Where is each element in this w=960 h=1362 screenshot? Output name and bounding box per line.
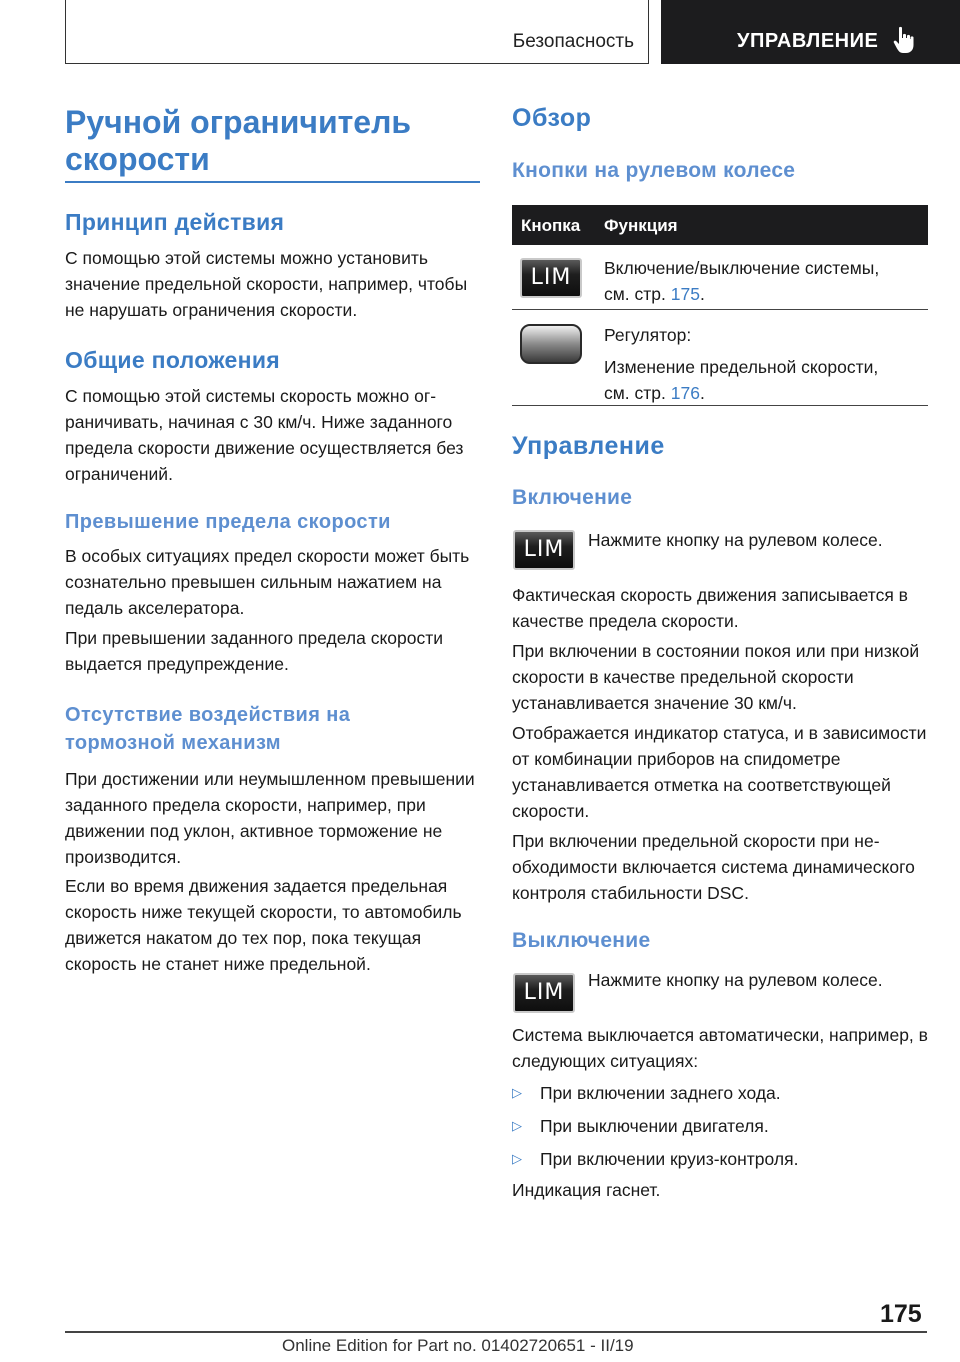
switch-off-heading: Выключение xyxy=(512,929,651,952)
header-section-title: Безопасность xyxy=(512,31,634,52)
switch-on-heading: Включение xyxy=(512,486,633,509)
edition-footer: Online Edition for Part no. 01402720651 - II/19 xyxy=(282,1336,634,1355)
switch-on-text-3: Отображается индикатор статуса, и в зависимости от комбинации приборов на спидометре устанавливается отметка на соответствующей скорости. xyxy=(512,723,927,821)
principle-heading: Принцип действия xyxy=(65,209,285,235)
page-ref-link[interactable]: 176 xyxy=(670,383,700,403)
row-function: Регулятор: Изменение предельной скорости, см. стр. 176. xyxy=(604,325,879,403)
title-divider xyxy=(65,181,480,183)
principle-text: С помощью этой системы можно установить значение предельной скорости, например, чтобы не нарушать ограничения скорости. xyxy=(65,248,468,320)
header-chapter-box xyxy=(661,0,960,64)
steering-buttons-heading: Кнопки на рулевом колесе xyxy=(512,159,796,182)
footer-divider xyxy=(65,1331,927,1333)
exceed-text-1: В особых ситуациях предел скорости может быть сознательно превышен сильным нажатием на педаль акселератора. xyxy=(65,546,470,618)
buttons-table xyxy=(512,205,928,406)
lim-button-icon: LIM xyxy=(513,973,575,1013)
col-function-header: Функция xyxy=(604,216,678,235)
switch-on-instruction: Нажмите кнопку на рулевом колесе. xyxy=(588,530,883,550)
table-row xyxy=(512,310,928,406)
bullet-triangle-icon: ▷ xyxy=(512,1151,522,1166)
overview-heading: Обзор xyxy=(512,104,592,132)
header-section-box xyxy=(65,0,649,64)
switch-off-text-2: Индикация гаснет. xyxy=(512,1180,661,1200)
switch-off-text-1: Система выключается автоматически, например, в следующих ситуациях: xyxy=(512,1025,928,1071)
general-text: С помощью этой системы скорость можно ограничивать, начиная с 30 км/ч. Ниже заданного предела скорости движение осуществляется без ограничений. xyxy=(65,386,464,484)
header-chapter-title: УПРАВЛЕНИЕ xyxy=(737,30,879,52)
table-row xyxy=(512,245,928,310)
rocker-switch-icon xyxy=(520,324,582,364)
nobrake-heading: Отсутствие воздействия на тормозной механизм xyxy=(65,704,351,754)
control-heading: Управление xyxy=(512,432,665,460)
nobrake-text-2: Если во время движения задается предельная скорость ниже текущей скорости, то автомобиль движется накатом до тех пор, пока текущая скорость не станет ниже предельной. xyxy=(65,876,462,974)
lim-button-icon: LIM xyxy=(520,258,582,298)
table-header xyxy=(512,205,928,245)
page-ref-link[interactable]: 175 xyxy=(670,284,700,304)
exceed-heading: Превышение предела скорости xyxy=(65,511,391,533)
row-function: Включение/выключение системы, см. стр. 175. xyxy=(604,258,880,304)
switch-on-text-1: Фактическая скорость движения записывается в качестве предела скорости. xyxy=(512,585,908,631)
lim-button-icon: LIM xyxy=(513,530,575,570)
page-title: Ручной ограничитель скорости xyxy=(65,104,412,177)
exceed-text-2: При превышении заданного предела скорости выдается предупреждение. xyxy=(65,628,444,674)
hand-pointer-icon xyxy=(893,26,915,54)
page-number: 175 xyxy=(880,1300,922,1328)
bullet-triangle-icon: ▷ xyxy=(512,1118,522,1133)
col-button-header: Кнопка xyxy=(521,216,581,235)
switch-on-text-4: При включении предельной скорости при необходимости включается система динамического контроля стабильности DSC. xyxy=(512,831,915,903)
general-heading: Общие положения xyxy=(65,347,280,373)
switch-off-instruction: Нажмите кнопку на рулевом колесе. xyxy=(588,970,883,990)
nobrake-text-1: При достижении или неумышленном превышении заданного предела скорости, например, при движении под уклон, активное торможение не производится. xyxy=(65,769,475,867)
bullet-triangle-icon: ▷ xyxy=(512,1085,522,1100)
switch-on-text-2: При включении в состоянии покоя или при низкой скорости в качестве предельной скорости устанавливается значение 30 км/ч. xyxy=(512,641,920,713)
